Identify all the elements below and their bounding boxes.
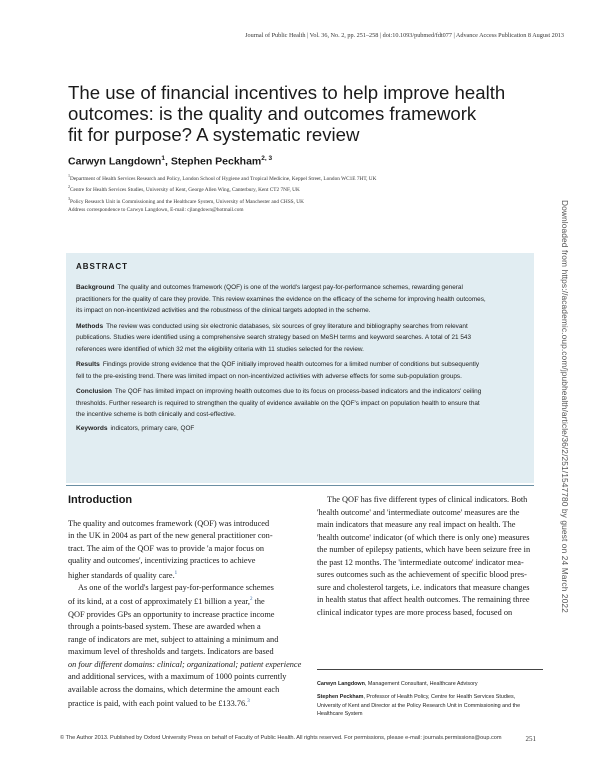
download-watermark: Downloaded from https://academic.oup.com/jpubhealth/article/36/2/251/1547780 by guest on 24 March 2022 bbox=[560, 200, 570, 613]
author-list bbox=[68, 155, 272, 168]
author-affil-sup: 1 bbox=[161, 155, 165, 162]
keywords-text: indicators, primary care, QOF bbox=[110, 424, 195, 432]
abstract-line bbox=[76, 359, 524, 371]
section-heading-introduction: Introduction bbox=[68, 494, 133, 506]
abstract-background bbox=[76, 282, 524, 317]
abstract-text: Findings provide strong evidence that the QOF initially improved health outcomes for a limited number of conditions but subsequently bbox=[102, 361, 480, 368]
abstract-line: thresholds. Further research is required to strengthen the quality of evidence available on the QOF's impact on population health to ensure that bbox=[76, 399, 480, 407]
body-line bbox=[68, 568, 303, 582]
body-line: main indicators that measure any real impact on health. The bbox=[317, 520, 516, 529]
body-line: in health status that affect health outcomes. The remaining three bbox=[317, 595, 530, 604]
body-line: the past 12 months. The 'intermediate outcome' indicator mea- bbox=[317, 557, 524, 567]
abstract-line bbox=[76, 386, 524, 398]
affiliations bbox=[68, 172, 508, 215]
abstract-line bbox=[76, 321, 524, 333]
abstract-text: The review was conducted using six electronic databases, six sources of grey literature and bibliography searches from relevant bbox=[106, 322, 468, 330]
author-name: Stephen Peckham bbox=[170, 155, 262, 168]
body-line: available across the domains, which determine the amount each bbox=[68, 684, 280, 694]
abstract-line: references were identified of which 32 met the eligibility criteria with 11 studies selected for the review. bbox=[76, 345, 364, 353]
body-line: QOF provides GPs an opportunity to increase practice income bbox=[68, 609, 275, 619]
body-line: maximum level of thresholds and targets. Indicators are based bbox=[68, 647, 274, 657]
abstract-line: fell to the pre-existing trend. There was limited impact on non-incentivized activities with adverse effects for some sub-population groups. bbox=[76, 372, 462, 380]
affiliation-sup: 3 bbox=[68, 195, 70, 201]
abstract-line: practitioners for the quality of care they provide. This review examines the evidence on the efficacy of the scheme for improving health outcomes, bbox=[76, 295, 486, 303]
abstract-line: the incentive scheme is both clinically and cost-effective. bbox=[76, 411, 236, 418]
body-text: higher standards of quality care. bbox=[68, 570, 175, 580]
body-line: clinical indicator types are more process based, focused on bbox=[317, 607, 513, 617]
author-bio bbox=[317, 693, 543, 719]
body-line: The quality and outcomes framework (QOF) was introduced bbox=[68, 518, 270, 528]
page-footer bbox=[60, 735, 536, 741]
affiliation-text: Department of Health Services Research and Policy, London School of Hygiene and Tropical Medicine, Keppel Street, London WC1E 7HT, UK bbox=[70, 175, 377, 182]
author-affil-sup: 2, 3 bbox=[261, 155, 273, 162]
bio-line bbox=[317, 693, 543, 702]
body-line: 'health outcome' and 'intermediate outcome' measures are the bbox=[317, 507, 520, 517]
body-line: The QOF has five different types of clinical indicators. Both bbox=[327, 495, 528, 504]
affiliation bbox=[68, 172, 508, 183]
abstract-results bbox=[76, 359, 524, 382]
article-title bbox=[68, 82, 506, 145]
abstract-methods bbox=[76, 321, 524, 356]
body-line: sures outcomes such as the achievement of specific blood pres- bbox=[317, 570, 527, 579]
author-name: Carwyn Langdown bbox=[68, 155, 162, 168]
copyright-text: © The Author 2013. Published by Oxford University Press on behalf of Faculty of Public Health. All rights reserved. For permissions, please e-mail: journals.permissions@oup.com bbox=[60, 735, 502, 741]
abstract-keywords bbox=[76, 425, 524, 432]
correspondence-text: Address correspondence to Carwyn Langdown, E-mail: cjlangdown@hotmail.com bbox=[68, 207, 244, 214]
bio-line: Healthcare System bbox=[317, 711, 363, 718]
abstract-text: The QOF has limited impact on improving health outcomes due to its focus on process-based indicators and the indicators' ceiling bbox=[114, 388, 482, 395]
author-separator: , bbox=[164, 155, 171, 168]
title-line: outcomes: is the quality and outcomes framework bbox=[68, 103, 477, 124]
body-text: the bbox=[254, 597, 265, 607]
body-line: tract. The aim of the QOF was to provide 'a major focus on bbox=[68, 543, 265, 553]
body-line: range of indicators are met, subject to attaining a minimum and bbox=[68, 634, 279, 644]
left-column bbox=[68, 494, 303, 710]
body-line: sure and cholesterol targets, i.e. indicators that measure changes bbox=[317, 582, 530, 592]
body-line: 'health outcome' indicator (of which there is only one) measures bbox=[317, 532, 530, 542]
title-line: The use of financial incentives to help improve health bbox=[68, 82, 506, 103]
abstract-label: Background bbox=[76, 284, 115, 291]
citation-link[interactable]: 1 bbox=[174, 570, 178, 576]
affiliation-sup: 2 bbox=[68, 184, 70, 190]
affiliation-text: Centre for Health Services Studies, University of Kent, George Allen Wing, Canterbury, Kent CT2 7NF, UK bbox=[70, 187, 300, 194]
body-line bbox=[68, 594, 303, 608]
body-line: on four different domains: clinical; organizational; patient experience bbox=[68, 659, 302, 669]
abstract-conclusion bbox=[76, 386, 524, 421]
bio-text: , Professor of Health Policy, Centre for Health Services Studies, bbox=[363, 693, 516, 700]
body-line: in the UK in 2004 as part of the new general practitioner con- bbox=[68, 531, 273, 540]
affiliation bbox=[68, 195, 508, 206]
affiliation-text: Policy Research Unit in Commissioning and the Healthcare System, University of Manchester and CHSS, UK bbox=[70, 198, 304, 205]
body-line: quality and outcomes', incentivizing practices to achieve bbox=[68, 556, 256, 565]
bio-line bbox=[317, 680, 543, 689]
abstract-line bbox=[76, 282, 524, 294]
citation-link[interactable]: 2 bbox=[249, 597, 253, 603]
page-number: 251 bbox=[525, 735, 536, 743]
body-line: through a points-based system. These are awarded when a bbox=[68, 622, 261, 632]
right-column bbox=[317, 494, 537, 619]
bio-name: Carwyn Langdown bbox=[317, 681, 365, 687]
body-line: and additional services, with a maximum of 1000 points currently bbox=[68, 672, 287, 682]
body-text: practice is paid, with each point valued to be £133.76. bbox=[68, 698, 248, 708]
keywords-label: Keywords bbox=[76, 424, 108, 432]
affiliation-sup: 1 bbox=[68, 173, 70, 178]
abstract-line: publications. Studies were identified using a comprehensive search strategy based on MeSH terms and keyword searches. A total of 21 543 bbox=[76, 334, 472, 341]
body-text: of its kind, at a cost of approximately £1 billion a year, bbox=[68, 597, 250, 607]
abstract-heading: ABSTRACT bbox=[76, 262, 128, 271]
title-line: fit for purpose? A systematic review bbox=[68, 124, 360, 145]
abstract-box bbox=[66, 253, 534, 483]
body-line bbox=[68, 696, 303, 710]
abstract-label: Methods bbox=[76, 322, 104, 330]
bio-line: University of Kent and Director at the Policy Research Unit in Commissioning and the bbox=[317, 702, 521, 709]
author-bios bbox=[317, 669, 543, 723]
abstract-text: The quality and outcomes framework (QOF) is one of the world's largest pay-for-performance schemes, rewarding general bbox=[117, 284, 463, 291]
bio-text: , Management Consultant, Healthcare Advisory bbox=[364, 681, 478, 687]
affiliation bbox=[68, 183, 508, 194]
citation-link[interactable]: 3 bbox=[247, 699, 250, 705]
body-line: the number of epilepsy patients, which have been seizure free in bbox=[317, 545, 531, 554]
correspondence bbox=[68, 206, 508, 215]
journal-header: Journal of Public Health | Vol. 36, No. 2, pp. 251–258 | doi:10.1093/pubmed/fdt077 | Advance Access Publication 8 August 2013 bbox=[245, 32, 564, 39]
abstract-label: Results bbox=[76, 361, 100, 368]
abstract-line: its impact on non-incentivized activities and the robustness of the clinical targets adopted in the scheme. bbox=[76, 307, 371, 314]
bio-name: Stephen Peckham bbox=[317, 693, 364, 700]
body-line: As one of the world's largest pay-for-performance schemes bbox=[78, 582, 274, 592]
author-bio bbox=[317, 680, 543, 689]
abstract-label: Conclusion bbox=[76, 388, 112, 395]
section-divider bbox=[66, 485, 534, 486]
